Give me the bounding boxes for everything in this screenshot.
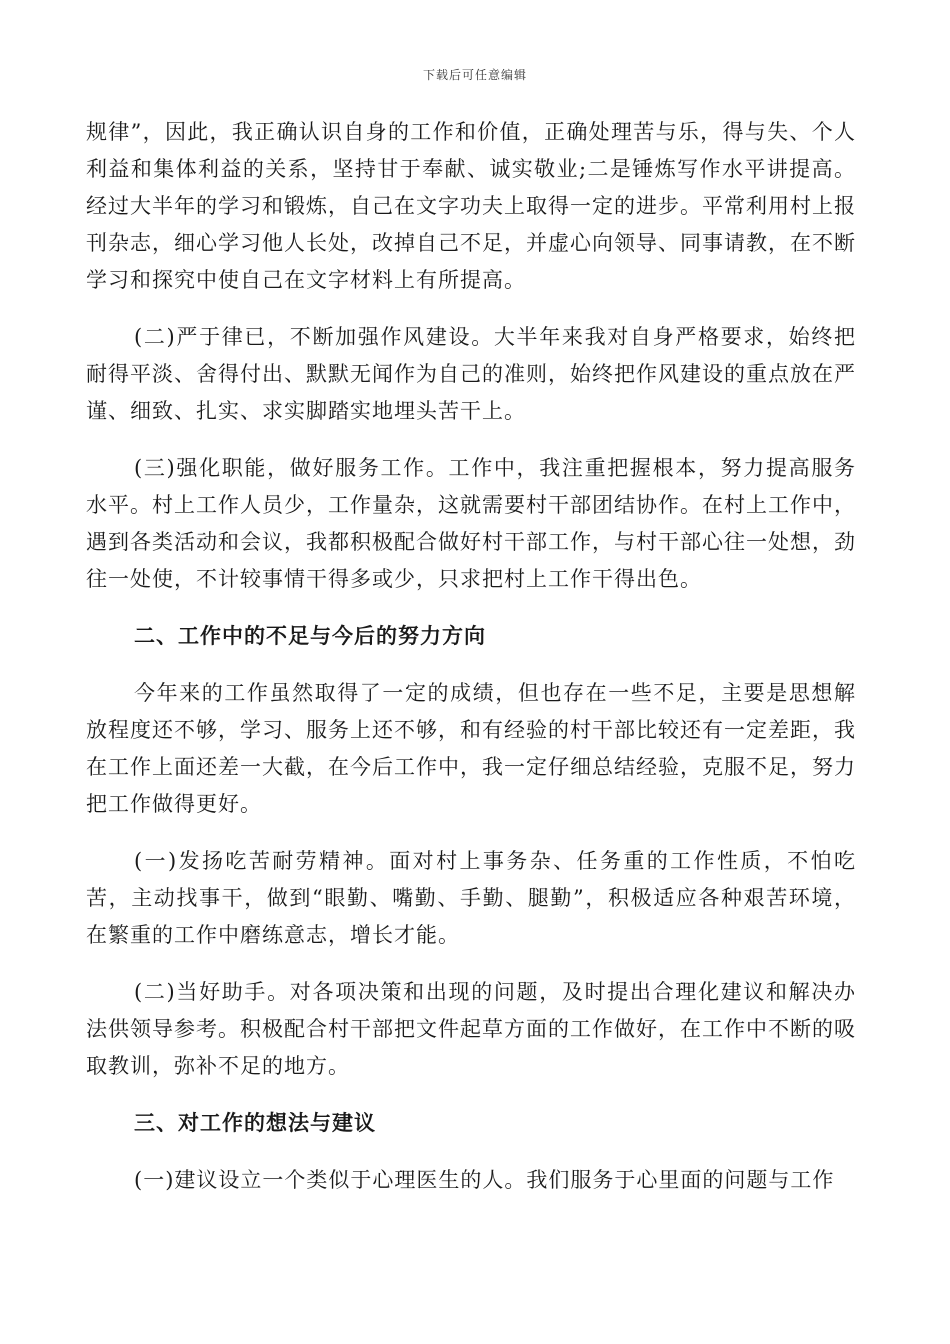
document-body (86, 114, 856, 1199)
section-heading-suggestions: 三、对工作的想法与建议 (134, 1111, 376, 1135)
section-heading-shortcomings: 二、工作中的不足与今后的努力方向 (134, 624, 486, 648)
paragraph-service: (三)强化职能，做好服务工作。工作中，我注重把握根本，努力提高服务水平。村上工作人员少，工作量杂，这就需要村干部团结协作。在村上工作中，遇到各类活动和会议，我都积极配合做好村干部工作，与村干部心往一处想，劲往一处使，不计较事情干得多或少，只求把村上工作干得出色。 (86, 456, 856, 591)
paragraph-hard-work: (一)发扬吃苦耐劳精神。面对村上事务杂、任务重的工作性质，不怕吃苦，主动找事干，做到“眼勤、嘴勤、手勤、腿勤”，积极适应各种艰苦环境，在繁重的工作中磨练意志，增长才能。 (86, 849, 856, 947)
paragraph-continuation: 规律”，因此，我正确认识自身的工作和价值，正确处理苦与乐，得与失、个人利益和集体利益的关系，坚持甘于奉献、诚实敬业;二是锤炼写作水平讲提高。经过大半年的学习和锻炼，自己在文字功夫上取得一定的进步。平常利用村上报刊杂志，细心学习他人长处，改掉自己不足，并虚心向领导、同事请教，在不断学习和探究中使自己在文字材料上有所提高。 (86, 120, 856, 292)
paragraph-discipline: (二)严于律已，不断加强作风建设。大半年来我对自身严格要求，始终把耐得平淡、舍得付出、默默无闻作为自己的准则，始终把作风建设的重点放在严谨、细致、扎实、求实脚踏实地埋头苦干上。 (86, 325, 856, 423)
paragraph-suggestion-one: (一)建议设立一个类似于心理医生的人。我们服务于心里面的问题与工作 (134, 1168, 835, 1192)
paragraph-shortcomings: 今年来的工作虽然取得了一定的成绩，但也存在一些不足，主要是思想解放程度还不够，学习、服务上还不够，和有经验的村干部比较还有一定差距，我在工作上面还差一大截，在今后工作中，我一定仔细总结经验，克服不足，努力把工作做得更好。 (86, 681, 856, 816)
page-header: 下载后可任意编辑 (422, 68, 527, 82)
paragraph-assistant: (二)当好助手。对各项决策和出现的问题，及时提出合理化建议和解决办法供领导参考。积极配合村干部把文件起草方面的工作做好，在工作中不断的吸取教训，弥补不足的地方。 (86, 980, 856, 1078)
